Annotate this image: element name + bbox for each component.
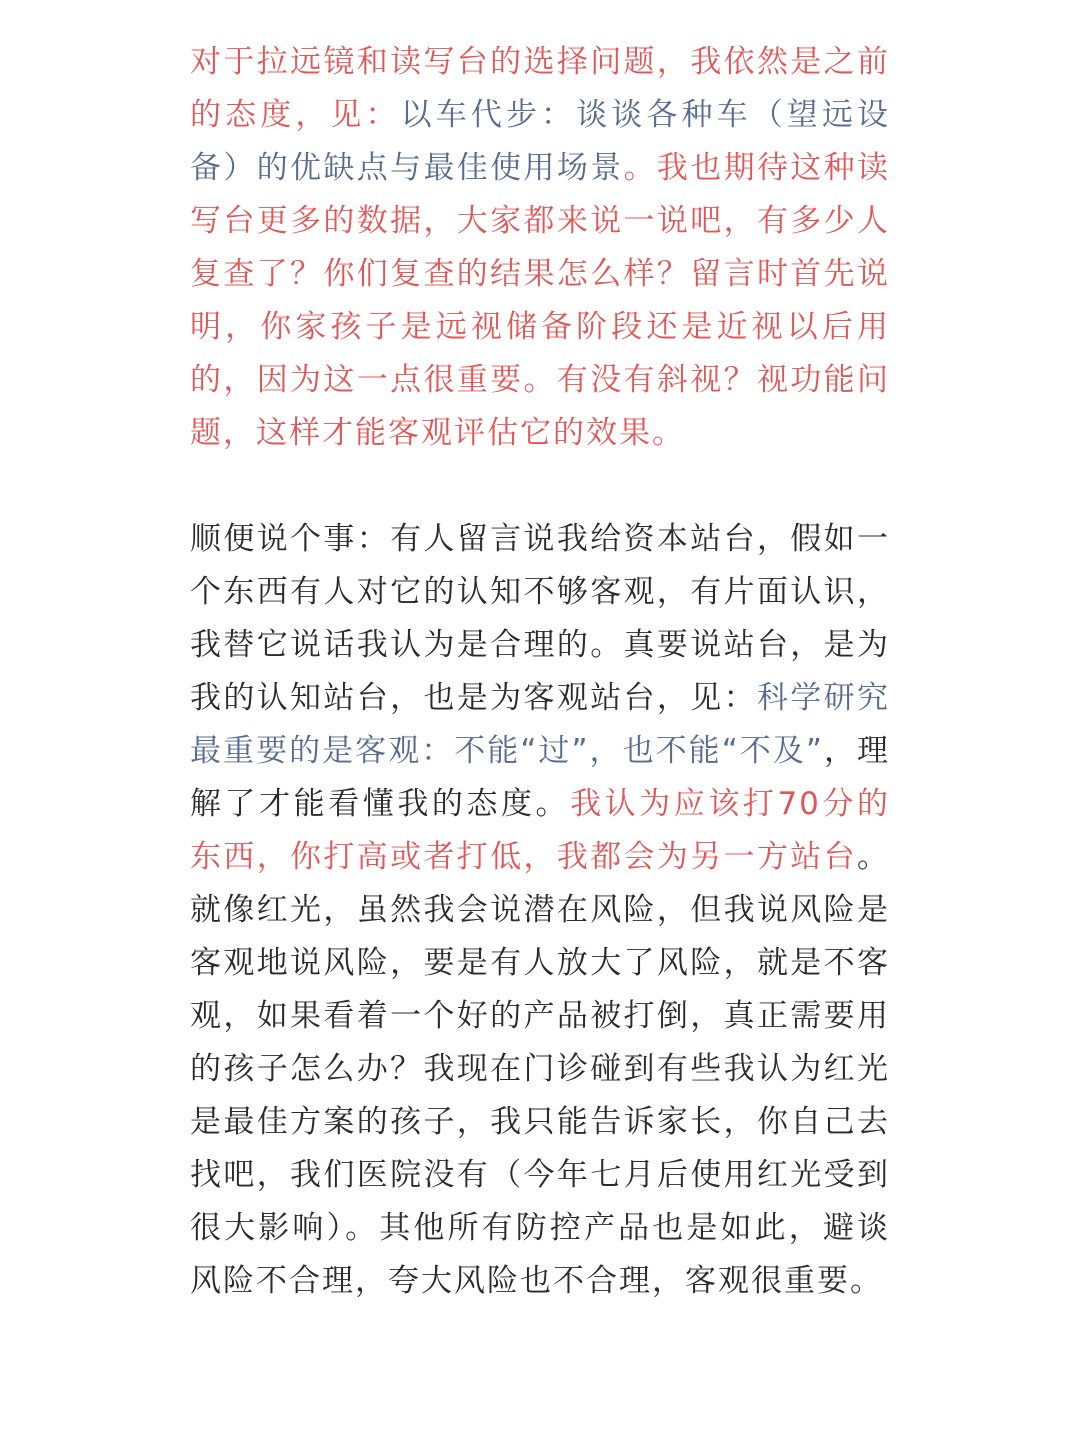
article-body bbox=[190, 36, 890, 1308]
body-text: 。就像红光，虽然我会说潜在风险，但我说风险是客观地说风险，要是有人放大了风险，就是不客观，如果看着一个好的产品被打倒，真正需要用的孩子怎么办？我现在门诊碰到有些我认为红光是最佳方案的孩子，我只能告诉家长，你自己去找吧，我们医院没有（今年七月后使用红光受到很大影响）。其他所有防控产品也是如此，避谈风险不合理，夸大风险也不合理，客观很重要。 bbox=[190, 839, 890, 1299]
paragraph-reading-desk bbox=[190, 36, 890, 460]
body-text: ，理解了才能看懂我的态度。 bbox=[190, 733, 890, 822]
highlighted-text: 对于拉远镜和读写台的选择问题，我依然是之前的态度，见： bbox=[190, 44, 890, 133]
body-text: 顺便说个事：有人留言说我给资本站台，假如一个东西有人对它的认知不够客观，有片面认识，我替它说话我认为是合理的。真要说站台，是为我的认知站台，也是为客观站台，见： bbox=[190, 521, 890, 716]
article-link-vehicles[interactable]: 以车代步：谈谈各种车（望远设备）的优缺点与最佳使用场景 bbox=[190, 97, 891, 186]
highlighted-text: 。我也期待这种读写台更多的数据，大家都来说一说吧，有多少人复查了？你们复查的结果怎么样？留言时首先说明，你家孩子是远视储备阶段还是近视以后用的，因为这一点很重要。有没有斜视？视功能问题，这样才能客观评估它的效果。 bbox=[190, 150, 891, 451]
paragraph-objectivity bbox=[190, 513, 890, 1308]
article-link-scientific-objectivity[interactable]: 科学研究最重要的是客观：不能“过”，也不能“不及” bbox=[190, 680, 891, 769]
highlighted-text: 我认为应该打70分的东西，你打高或者打低，我都会为另一方站台 bbox=[190, 786, 890, 875]
